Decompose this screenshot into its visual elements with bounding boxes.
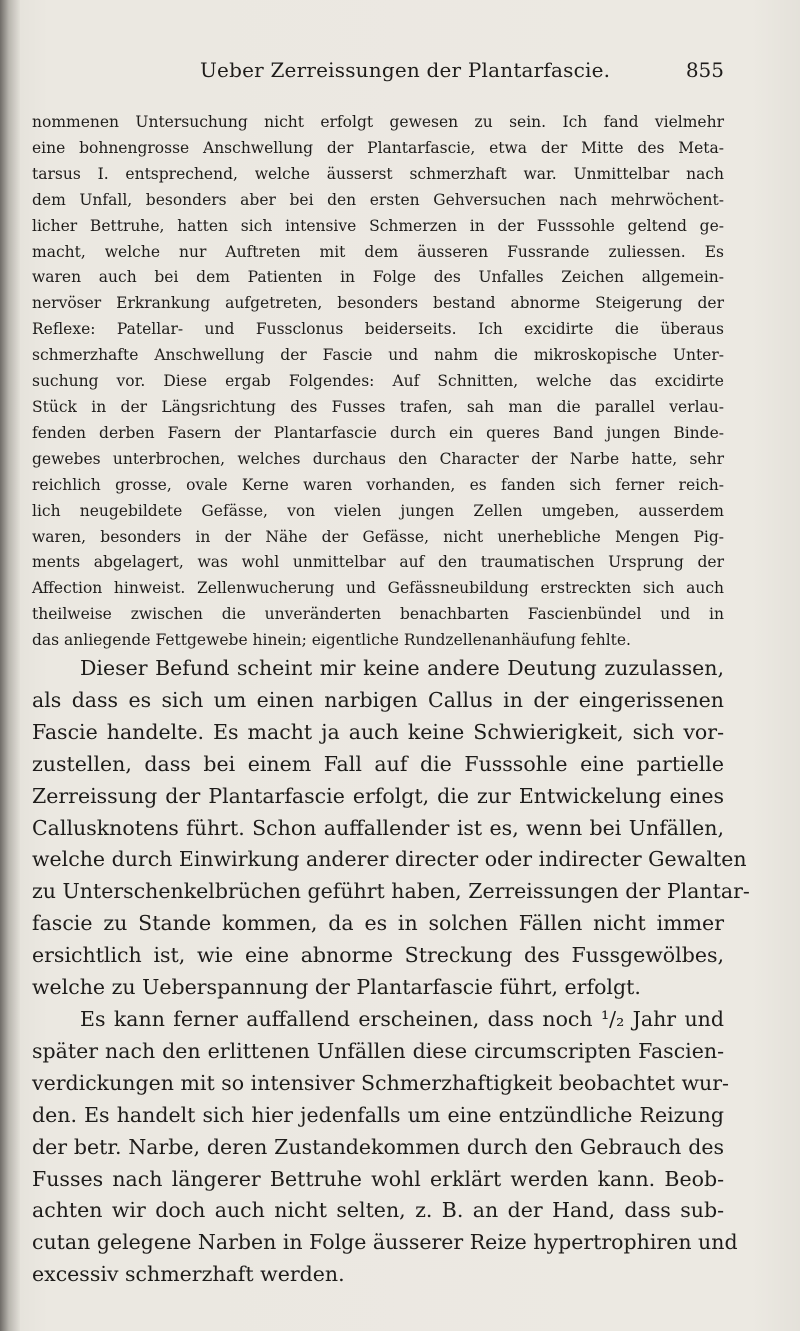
running-title: Ueber Zerreissungen der Plantarfascie.	[200, 58, 611, 82]
text-line: später nach den erlittenen Unfällen diese circumscripten Fascien-	[32, 1038, 724, 1063]
text-line: licher Bettruhe, hatten sich intensive Schmerzen in der Fusssohle geltend ge-	[32, 216, 724, 235]
text-line: Fascie handelte. Es macht ja auch keine Schwierigkeit, sich vor-	[32, 719, 724, 744]
text-line: nommenen Untersuchung nicht erfolgt gewesen zu sein. Ich fand vielmehr	[32, 113, 724, 131]
text-line: Es kann ferner auffallend erscheinen, dass noch ¹/₂ Jahr und	[80, 1006, 724, 1031]
text-line: Zerreissung der Plantarfascie erfolgt, die zur Entwickelung eines	[32, 783, 724, 808]
page-number: 855	[685, 58, 724, 82]
text-line: lich neugebildete Gefässe, von vielen jungen Zellen umgeben, ausserdem	[32, 501, 724, 520]
text-line: zustellen, dass bei einem Fall auf die Fusssohle eine partielle	[32, 751, 724, 776]
text-line: ersichtlich ist, wie eine abnorme Streckung des Fussgewölbes,	[32, 943, 724, 968]
text-line: als dass es sich um einen narbigen Callus in der eingerissenen	[32, 687, 724, 712]
text-line: gewebes unterbrochen, welches durchaus den Character der Narbe hatte, sehr	[32, 449, 724, 468]
text-line: Stück in der Längsrichtung des Fusses trafen, sah man die parallel verlau-	[32, 397, 724, 416]
text-line: eine bohnengrosse Anschwellung der Plantarfascie, etwa der Mitte des Meta-	[32, 138, 724, 157]
text-line: reichlich grosse, ovale Kerne waren vorhanden, es fanden sich ferner reich-	[32, 475, 724, 494]
text-line: Callusknotens führt. Schon auffallender ist es, wenn bei Unfällen,	[32, 815, 724, 840]
text-line: excessiv schmerzhaft werden.	[32, 1262, 345, 1287]
text-line: dem Unfall, besonders aber bei den ersten Gehversuchen nach mehrwöchent-	[32, 190, 724, 209]
text-line: Fusses nach längerer Bettruhe wohl erklärt werden kann. Beob-	[32, 1166, 724, 1191]
text-line: suchung vor. Diese ergab Folgendes: Auf Schnitten, welche das excidirte	[32, 372, 724, 391]
text-line: achten wir doch auch nicht selten, z. B. an der Hand, dass sub-	[32, 1198, 724, 1223]
page-header	[32, 58, 724, 88]
text-line: nervöser Erkrankung aufgetreten, besonders bestand abnorme Steigerung der	[32, 294, 724, 313]
text-line: das anliegende Fettgewebe hinein; eigentliche Rundzellenanhäufung fehlte.	[32, 631, 631, 650]
text-line: waren auch bei dem Patienten in Folge des Unfalles Zeichen allgemein-	[32, 268, 724, 287]
text-line: der betr. Narbe, deren Zustandekommen durch den Gebrauch des	[32, 1134, 724, 1159]
text-line: Dieser Befund scheint mir keine andere Deutung zuzulassen,	[80, 656, 724, 680]
paragraph-small-print	[32, 110, 724, 654]
text-line: waren, besonders in der Nähe der Gefässe, nicht unerhebliche Mengen Pig-	[32, 527, 724, 546]
text-line: theilweise zwischen die unveränderten benachbarten Fascienbündel und in	[32, 605, 724, 624]
text-line: ments abgelagert, was wohl unmittelbar auf den traumatischen Ursprung der	[32, 553, 724, 572]
text-line: tarsus I. entsprechend, welche äusserst schmerzhaft war. Unmittelbar nach	[32, 164, 724, 183]
text-line: verdickungen mit so intensiver Schmerzhaftigkeit beobachtet wur-	[32, 1070, 729, 1095]
text-line: Reflexe: Patellar- und Fussclonus beiderseits. Ich excidirte die überaus	[32, 320, 724, 339]
text-line: Affection hinweist. Zellenwucherung und Gefässneubildung erstreckten sich auch	[32, 579, 724, 598]
text-line: den. Es handelt sich hier jedenfalls um eine entzündliche Reizung	[32, 1102, 724, 1127]
text-line: fenden derben Fasern der Plantarfascie durch ein queres Band jungen Binde-	[32, 423, 724, 442]
text-line: macht, welche nur Auftreten mit dem äusseren Fussrande zuliessen. Es	[32, 242, 724, 261]
text-line: fascie zu Stande kommen, da es in solchen Fällen nicht immer	[32, 911, 724, 936]
text-line: cutan gelegene Narben in Folge äusserer Reize hypertrophiren und	[32, 1230, 738, 1255]
text-line: zu Unterschenkelbrüchen geführt haben, Zerreissungen der Plantar-	[32, 879, 750, 904]
text-line: welche zu Ueberspannung der Plantarfascie führt, erfolgt.	[32, 975, 641, 1000]
book-spine-shadow	[0, 0, 20, 1331]
text-line: welche durch Einwirkung anderer directer oder indirecter Gewalten	[32, 847, 747, 872]
text-line: schmerzhafte Anschwellung der Fascie und nahm die mikroskopische Unter-	[32, 346, 724, 365]
paragraph-body	[32, 653, 750, 1291]
